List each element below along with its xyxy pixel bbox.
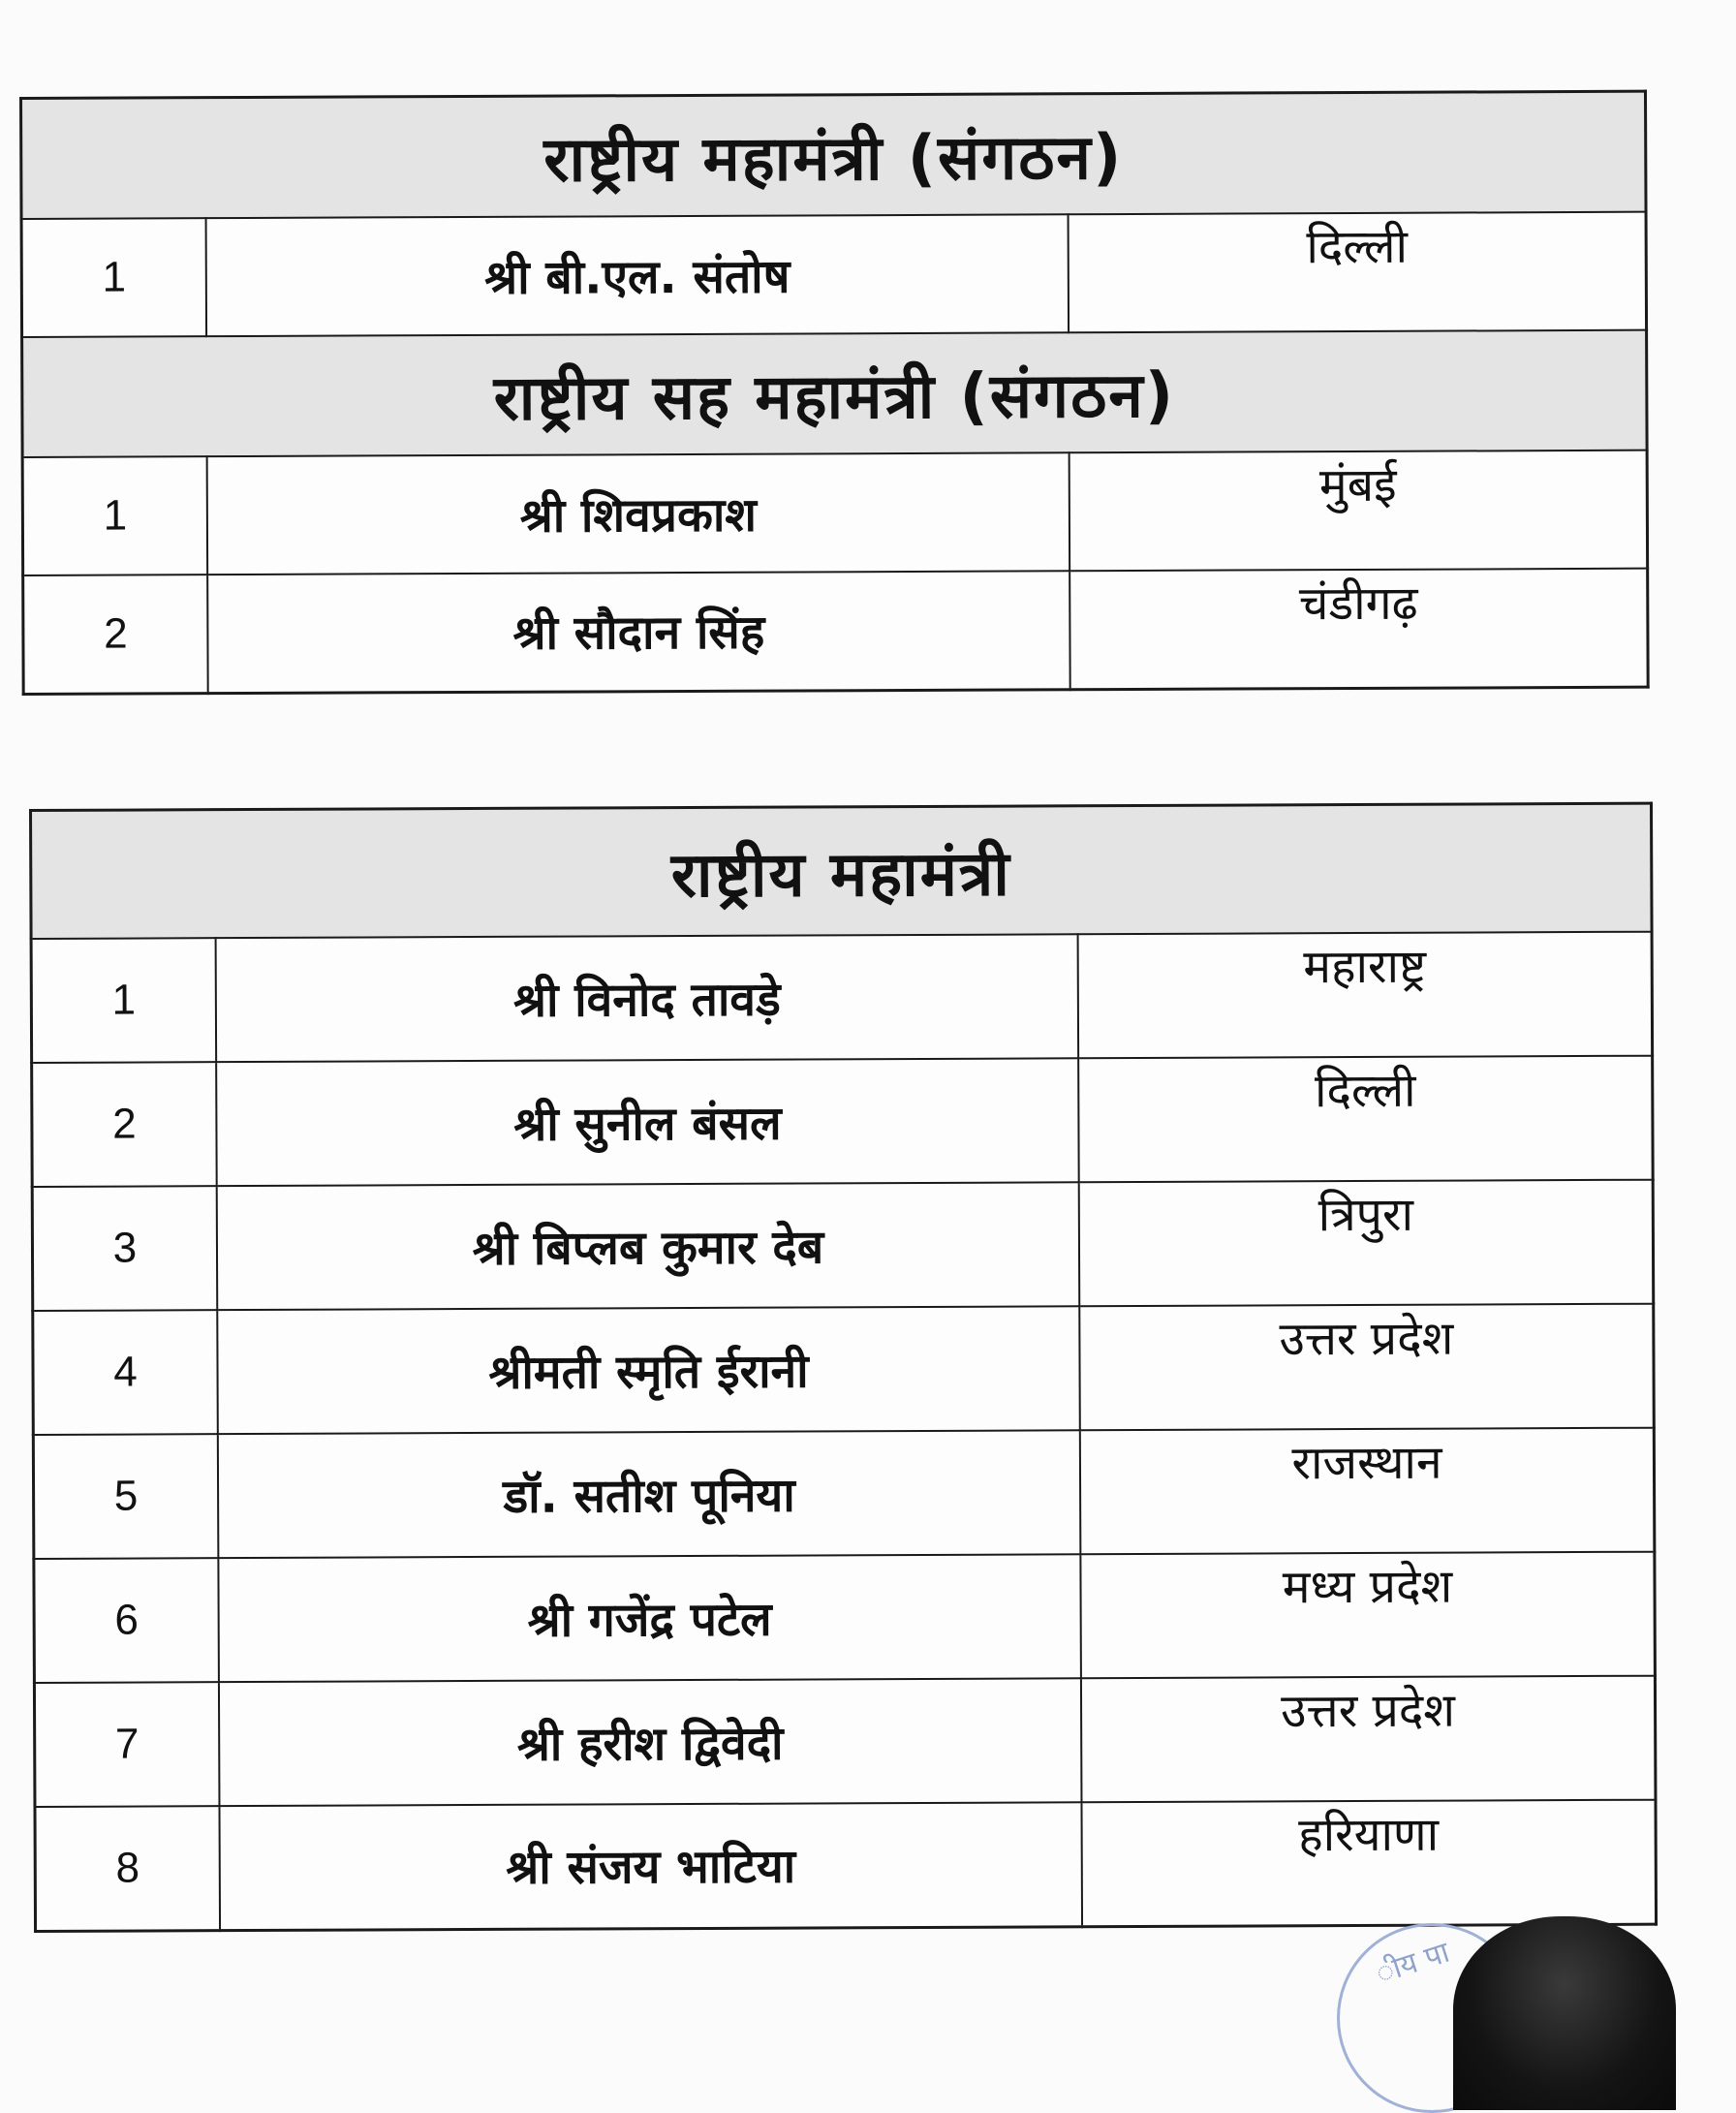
row-number: 1 bbox=[31, 938, 216, 1063]
member-name: डॉ. सतीश पूनिया bbox=[218, 1430, 1081, 1558]
row-number: 1 bbox=[21, 218, 206, 337]
table-row bbox=[35, 1800, 1657, 1931]
row-number: 4 bbox=[33, 1310, 218, 1435]
row-number: 3 bbox=[32, 1186, 217, 1311]
member-state: उत्तर प्रदेश bbox=[1081, 1676, 1656, 1803]
member-state: त्रिपुरा bbox=[1079, 1180, 1654, 1307]
section-header-row bbox=[21, 91, 1647, 219]
table-row bbox=[33, 1304, 1655, 1435]
table-row bbox=[31, 932, 1653, 1063]
section-header-row bbox=[31, 803, 1653, 939]
member-state: मुंबई bbox=[1070, 451, 1648, 572]
member-name: श्री विनोद तावड़े bbox=[216, 934, 1079, 1062]
member-name: श्रीमती स्मृति ईरानी bbox=[217, 1306, 1080, 1434]
table-row bbox=[32, 1056, 1654, 1187]
member-state: दिल्ली bbox=[1069, 212, 1647, 333]
member-state: महाराष्ट्र bbox=[1078, 932, 1653, 1059]
row-number: 1 bbox=[22, 456, 207, 575]
member-name: श्री बी.एल. संतोष bbox=[206, 214, 1070, 336]
member-name: श्री गजेंद्र पटेल bbox=[218, 1554, 1081, 1682]
table-row bbox=[21, 212, 1647, 337]
member-state: चंडीगढ़ bbox=[1070, 569, 1648, 690]
member-name: श्री हरीश द्विवेदी bbox=[219, 1678, 1082, 1806]
table-row bbox=[34, 1676, 1656, 1807]
row-number: 8 bbox=[35, 1806, 220, 1931]
table-row bbox=[22, 451, 1648, 575]
member-state: उत्तर प्रदेश bbox=[1079, 1304, 1654, 1431]
row-number: 6 bbox=[34, 1558, 219, 1683]
row-number: 7 bbox=[34, 1682, 219, 1807]
section-title-joint-general-secretary-organisation: राष्ट्रीय सह महामंत्री (संगठन) bbox=[22, 330, 1648, 457]
section-title-general-secretary-organisation: राष्ट्रीय महामंत्री (संगठन) bbox=[21, 91, 1647, 219]
member-state: राजस्थान bbox=[1080, 1428, 1655, 1555]
seal-text: ीय पा bbox=[1372, 1935, 1454, 1991]
section-header-row bbox=[22, 330, 1648, 457]
member-name: श्री बिप्लब कुमार देब bbox=[217, 1182, 1080, 1310]
row-number: 2 bbox=[32, 1062, 217, 1187]
national-general-secretaries-table bbox=[29, 802, 1658, 1933]
member-name: श्री शिवप्रकाश bbox=[207, 452, 1070, 575]
member-name: श्री सुनील बंसल bbox=[216, 1058, 1079, 1186]
member-name: श्री संजय भाटिया bbox=[219, 1802, 1082, 1930]
row-number: 5 bbox=[33, 1434, 218, 1559]
organisation-general-secretaries-table bbox=[19, 90, 1650, 696]
row-number: 2 bbox=[23, 575, 208, 694]
member-state: हरियाणा bbox=[1081, 1800, 1656, 1927]
table-row bbox=[23, 569, 1649, 694]
table-row bbox=[33, 1428, 1655, 1559]
table-row bbox=[34, 1552, 1656, 1683]
member-state: दिल्ली bbox=[1078, 1056, 1653, 1183]
portrait-photo-corner bbox=[1453, 1916, 1676, 2110]
member-state: मध्य प्रदेश bbox=[1080, 1552, 1655, 1679]
member-name: श्री सौदान सिंह bbox=[207, 571, 1070, 693]
table-row bbox=[32, 1180, 1654, 1311]
section-title-national-general-secretary: राष्ट्रीय महामंत्री bbox=[31, 803, 1653, 939]
